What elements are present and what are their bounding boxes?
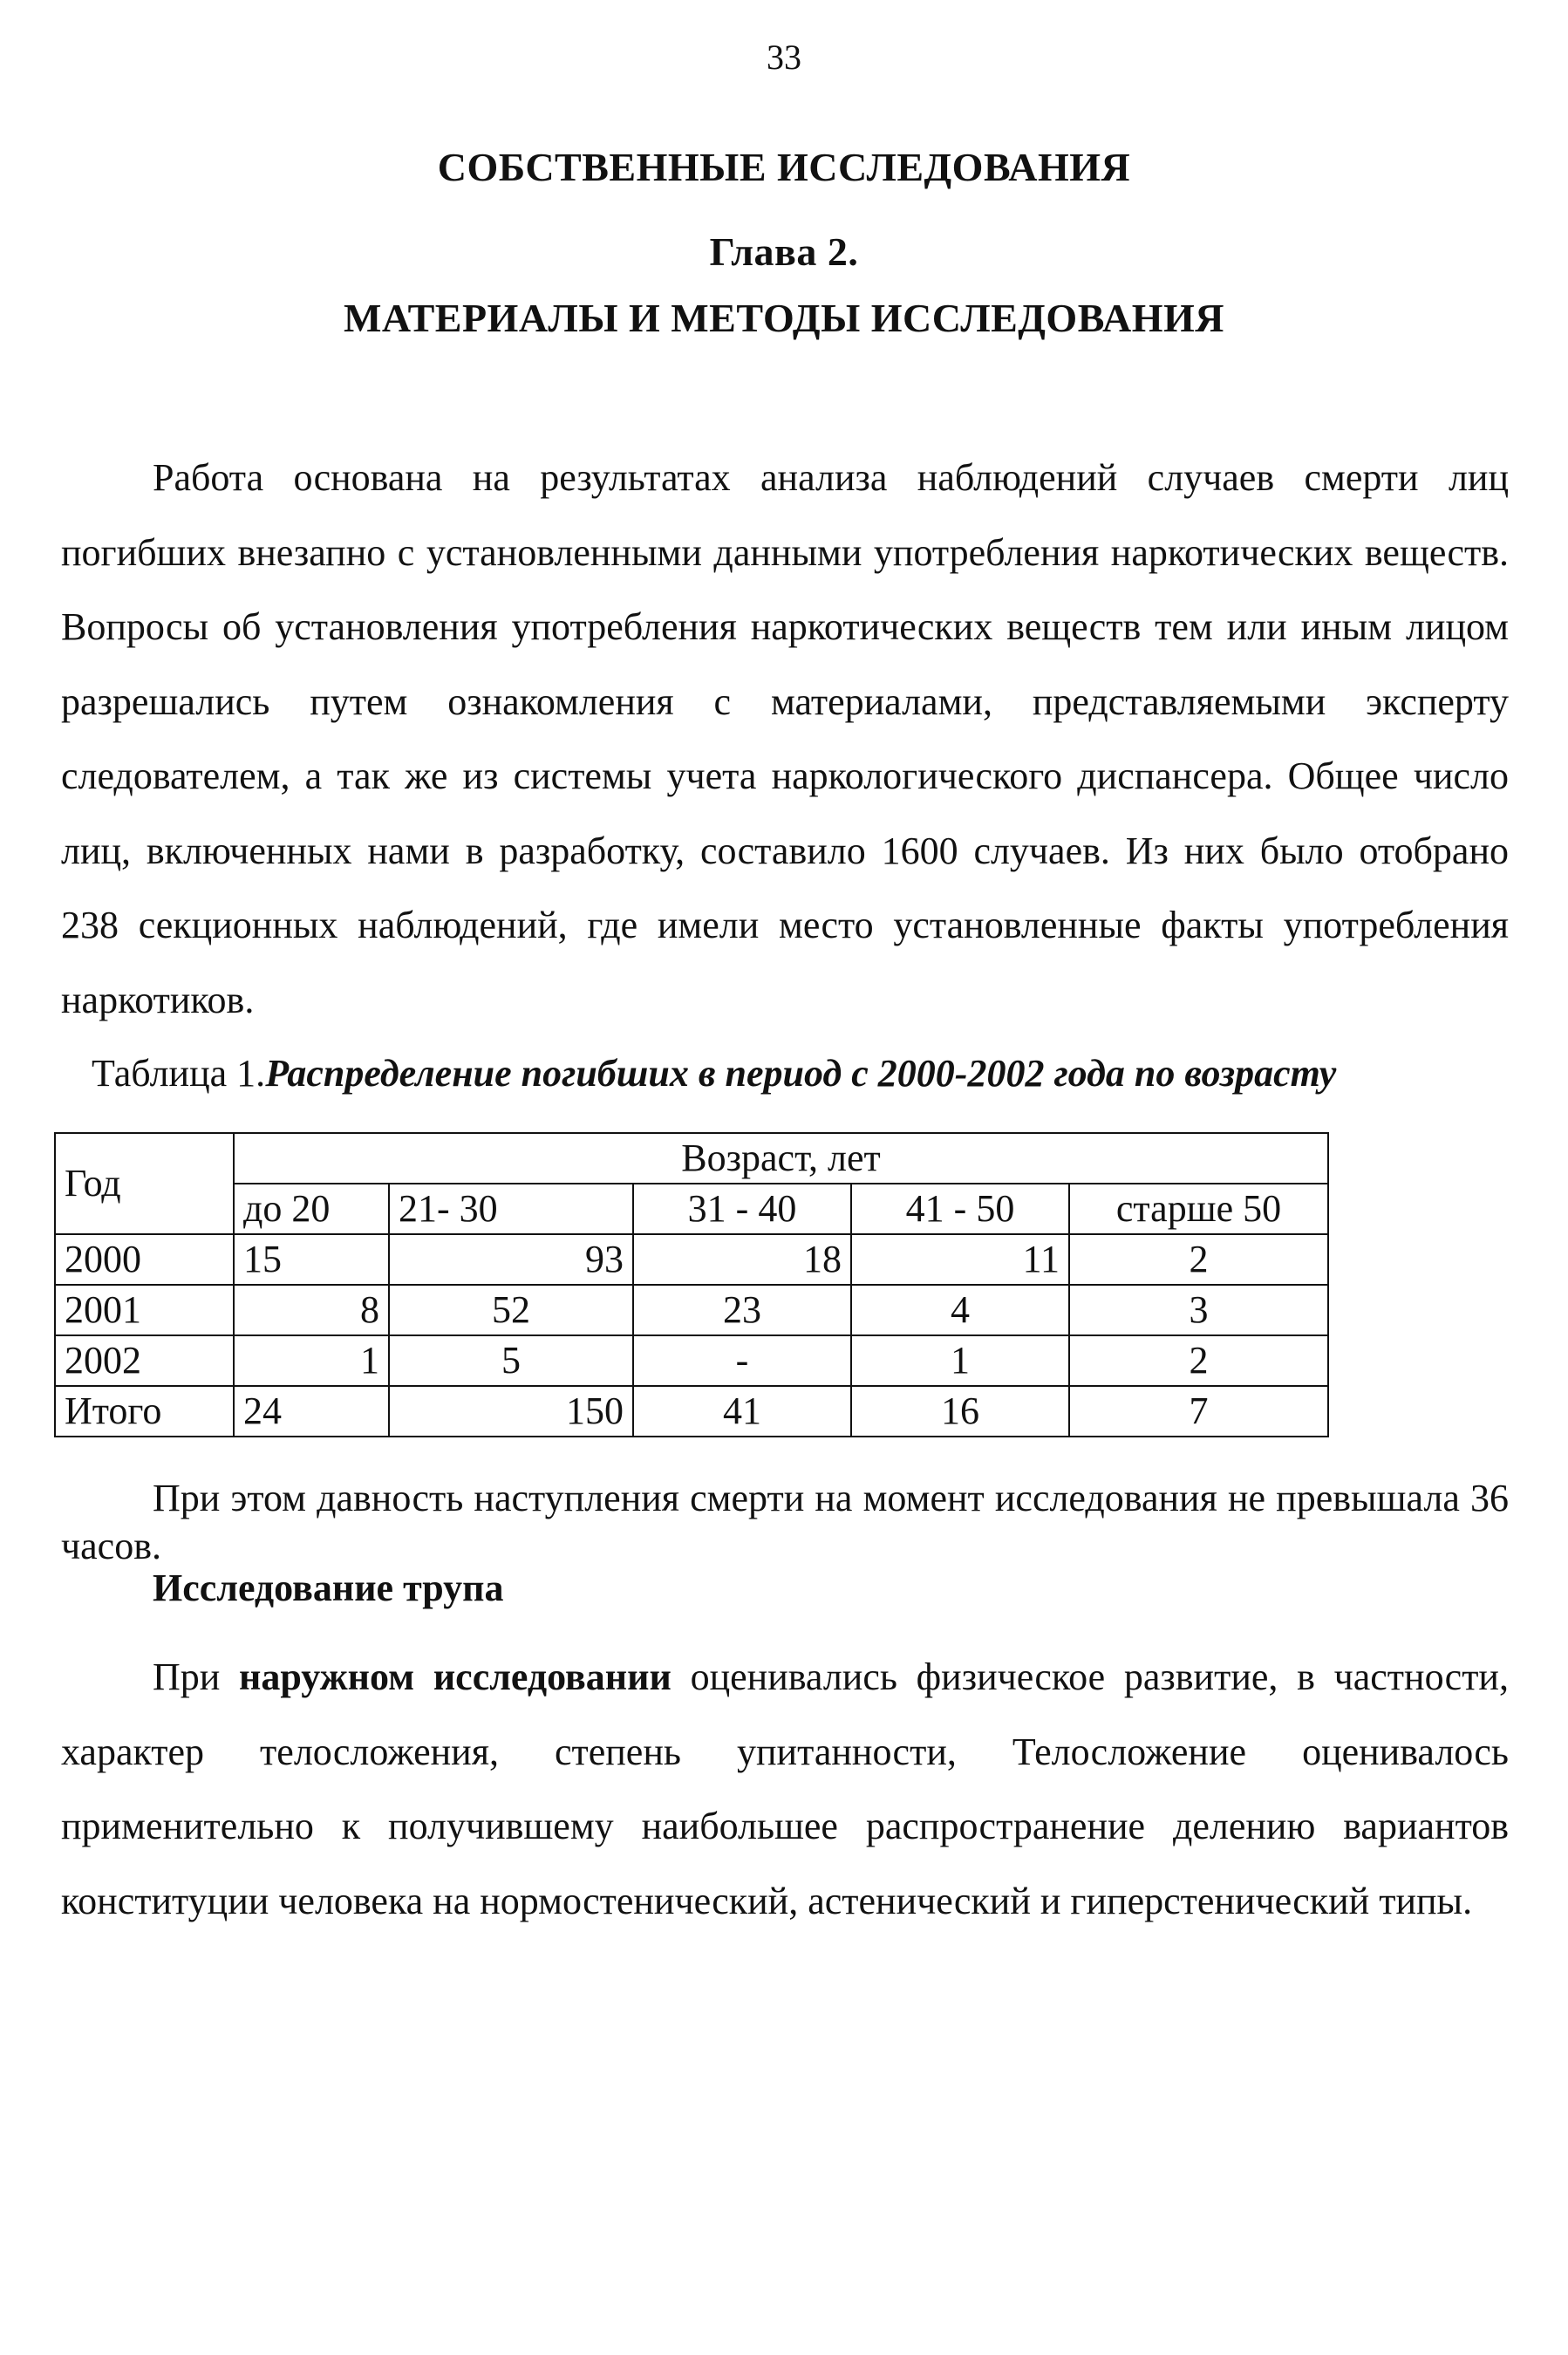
table-cell: 2: [1069, 1335, 1328, 1386]
table-cell: 18: [633, 1234, 851, 1285]
year-cell: 2002: [55, 1335, 234, 1386]
year-cell: Итого: [55, 1386, 234, 1437]
table-cell: 52: [389, 1285, 633, 1335]
table-cell: 2: [1069, 1234, 1328, 1285]
table-cell: 1: [234, 1335, 389, 1386]
section-heading: СОБСТВЕННЫЕ ИССЛЕДОВАНИЯ: [437, 145, 1131, 189]
table-cell: 1: [851, 1335, 1069, 1386]
year-cell: 2001: [55, 1285, 234, 1335]
age-group-header: Возраст, лет: [234, 1133, 1328, 1184]
chapter-heading: Глава 2.: [709, 229, 859, 274]
table-cell: 5: [389, 1335, 633, 1386]
column-header: 41 - 50: [851, 1184, 1069, 1234]
chapter-title: МАТЕРИАЛЫ И МЕТОДЫ ИССЛЕДОВАНИЯ: [343, 296, 1224, 340]
subheading: Исследование трупа: [153, 1567, 504, 1609]
exam-paragraph: [61, 1640, 1509, 1938]
table-subheader-row: [55, 1184, 1328, 1234]
exam-paragraph-bold: наружном исследовании: [239, 1655, 672, 1698]
table-cell: 8: [234, 1285, 389, 1335]
intro-paragraph: Работа основана на результатах анализа наблюдений случаев смерти лиц погибших внезапно с установленными данными употребления наркотических веществ. Вопросы об установления употребления наркотических веществ тем или иным лицом разрешались путем ознакомления с материалами, представляемыми эксперту следователем, а так же из системы учета наркологического диспансера. Общее число лиц, включенных нами в разработку, составило 1600 случаев. Из них было отобрано 238 секционных наблюдений, где имели место установленные факты употребления наркотиков.: [61, 456, 1509, 1021]
note-paragraph: При этом давность наступления смерти на момент исследования не превышала 36 часов.: [61, 1477, 1509, 1567]
table-cell: 4: [851, 1285, 1069, 1335]
table-row: [55, 1234, 1328, 1285]
exam-paragraph-rest: оценивались физическое развитие, в частности, характер телосложения, степень упитанности, Телосложение оценивалось применительно к получившему наибольшее распространение делению вариантов конституции человека на нормостенический, астенический и гиперстенический типы.: [61, 1655, 1509, 1922]
exam-paragraph-lead: При: [153, 1655, 240, 1698]
table-caption: [92, 1051, 1336, 1096]
page-number: 33: [767, 38, 801, 77]
table-cell: -: [633, 1335, 851, 1386]
table-row: [55, 1285, 1328, 1335]
table-cell: 7: [1069, 1386, 1328, 1437]
table-cell: 23: [633, 1285, 851, 1335]
table-cell: 16: [851, 1386, 1069, 1437]
table-cell: 11: [851, 1234, 1069, 1285]
column-header: 31 - 40: [633, 1184, 851, 1234]
table-cell: 24: [234, 1386, 389, 1437]
table-header-row: [55, 1133, 1328, 1184]
table-caption-prefix: Таблица 1.: [92, 1052, 266, 1095]
year-cell: 2000: [55, 1234, 234, 1285]
column-header: 21- 30: [389, 1184, 633, 1234]
year-column-header: Год: [55, 1133, 234, 1234]
table-caption-title: Распределение погибших в период с 2000-2002 года по возрасту: [265, 1052, 1337, 1095]
column-header: до 20: [234, 1184, 389, 1234]
table-cell: 93: [389, 1234, 633, 1285]
table-total-row: [55, 1386, 1328, 1437]
table-cell: 150: [389, 1386, 633, 1437]
column-header: старше 50: [1069, 1184, 1328, 1234]
table-cell: 15: [234, 1234, 389, 1285]
table-cell: 41: [633, 1386, 851, 1437]
age-distribution-table: [54, 1132, 1329, 1437]
table-cell: 3: [1069, 1285, 1328, 1335]
table-row: [55, 1335, 1328, 1386]
